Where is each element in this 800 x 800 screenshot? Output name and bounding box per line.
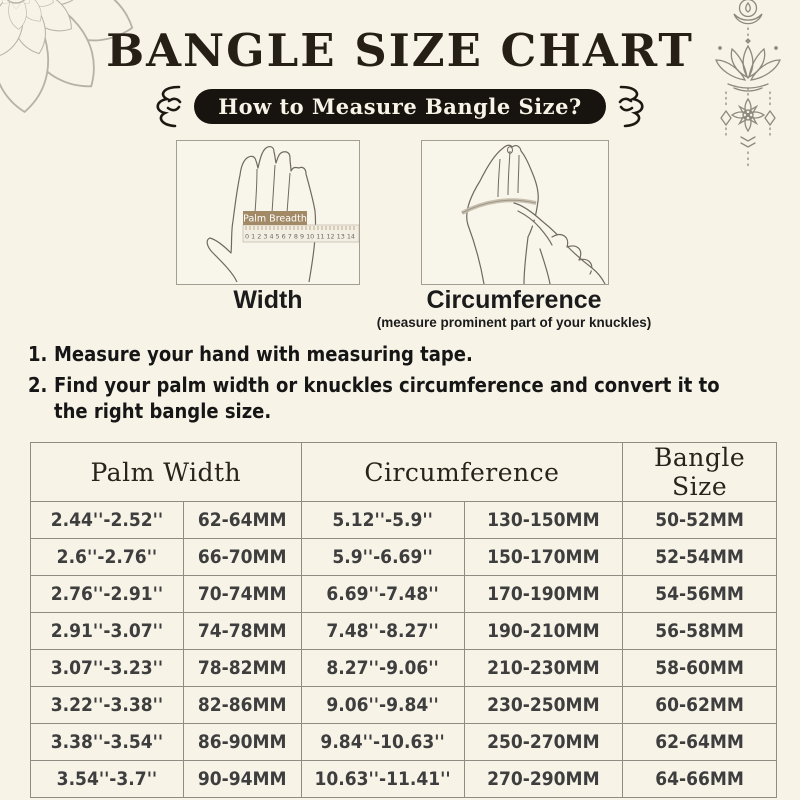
instructions-list [28,341,744,429]
banner-row [0,84,800,128]
ruler-scale: 0 1 2 3 4 5 6 7 8 9 10 11 12 13 14 [245,233,356,241]
flourish-left-icon [147,84,185,128]
page-title: BANGLE SIZE CHART [106,24,694,77]
table-row: 2.76''-2.91'' 70-74MM 6.69''-7.48'' 170-190MM 54-56MM [31,576,777,613]
table-row: 3.54''-3.7'' 90-94MM 10.63''-11.41'' 270-290MM 64-66MM [31,761,777,798]
hand-circumference-figure [421,140,609,285]
instruction-item [28,372,744,424]
instruction-text: Find your palm width or knuckles circumference and convert it to the right bangle size. [54,373,720,423]
header-bangle-size: Bangle Size [623,443,777,502]
table-row: 3.38''-3.54'' 86-90MM 9.84''-10.63'' 250-270MM 62-64MM [31,724,777,761]
instruction-text: Measure your hand with measuring tape. [54,342,473,366]
header-palm-width: Palm Width [31,443,302,502]
table-row: 3.07''-3.23'' 78-82MM 8.27''-9.06'' 210-230MM 58-60MM [31,650,777,687]
table-row: 3.22''-3.38'' 82-86MM 9.06''-9.84'' 230-250MM 60-62MM [31,687,777,724]
table-row: 2.91''-3.07'' 74-78MM 7.48''-8.27'' 190-210MM 56-58MM [31,613,777,650]
flourish-right-icon [615,84,653,128]
instruction-number: 2. [28,373,48,397]
hand-width-illustration [177,141,359,284]
hand-width-figure [176,140,360,285]
instruction-number: 1. [28,342,48,366]
circumference-note: (measure prominent part of your knuckles) [376,315,652,330]
table-row: 2.6''-2.76'' 66-70MM 5.9''-6.69'' 150-170MM 52-54MM [31,539,777,576]
how-to-measure-banner: How to Measure Bangle Size? [194,89,606,124]
header-circumference: Circumference [301,443,623,502]
table-row: 2.44''-2.52'' 62-64MM 5.12''-5.9'' 130-150MM 50-52MM [31,502,777,539]
table-header-row [31,443,777,502]
instruction-item [28,341,744,367]
ruler-label: Palm Breadth [243,213,307,225]
circumference-caption: Circumference [426,286,602,314]
hand-circumference-illustration [422,141,608,284]
bangle-size-table [30,442,777,798]
width-caption: Width [233,286,303,314]
